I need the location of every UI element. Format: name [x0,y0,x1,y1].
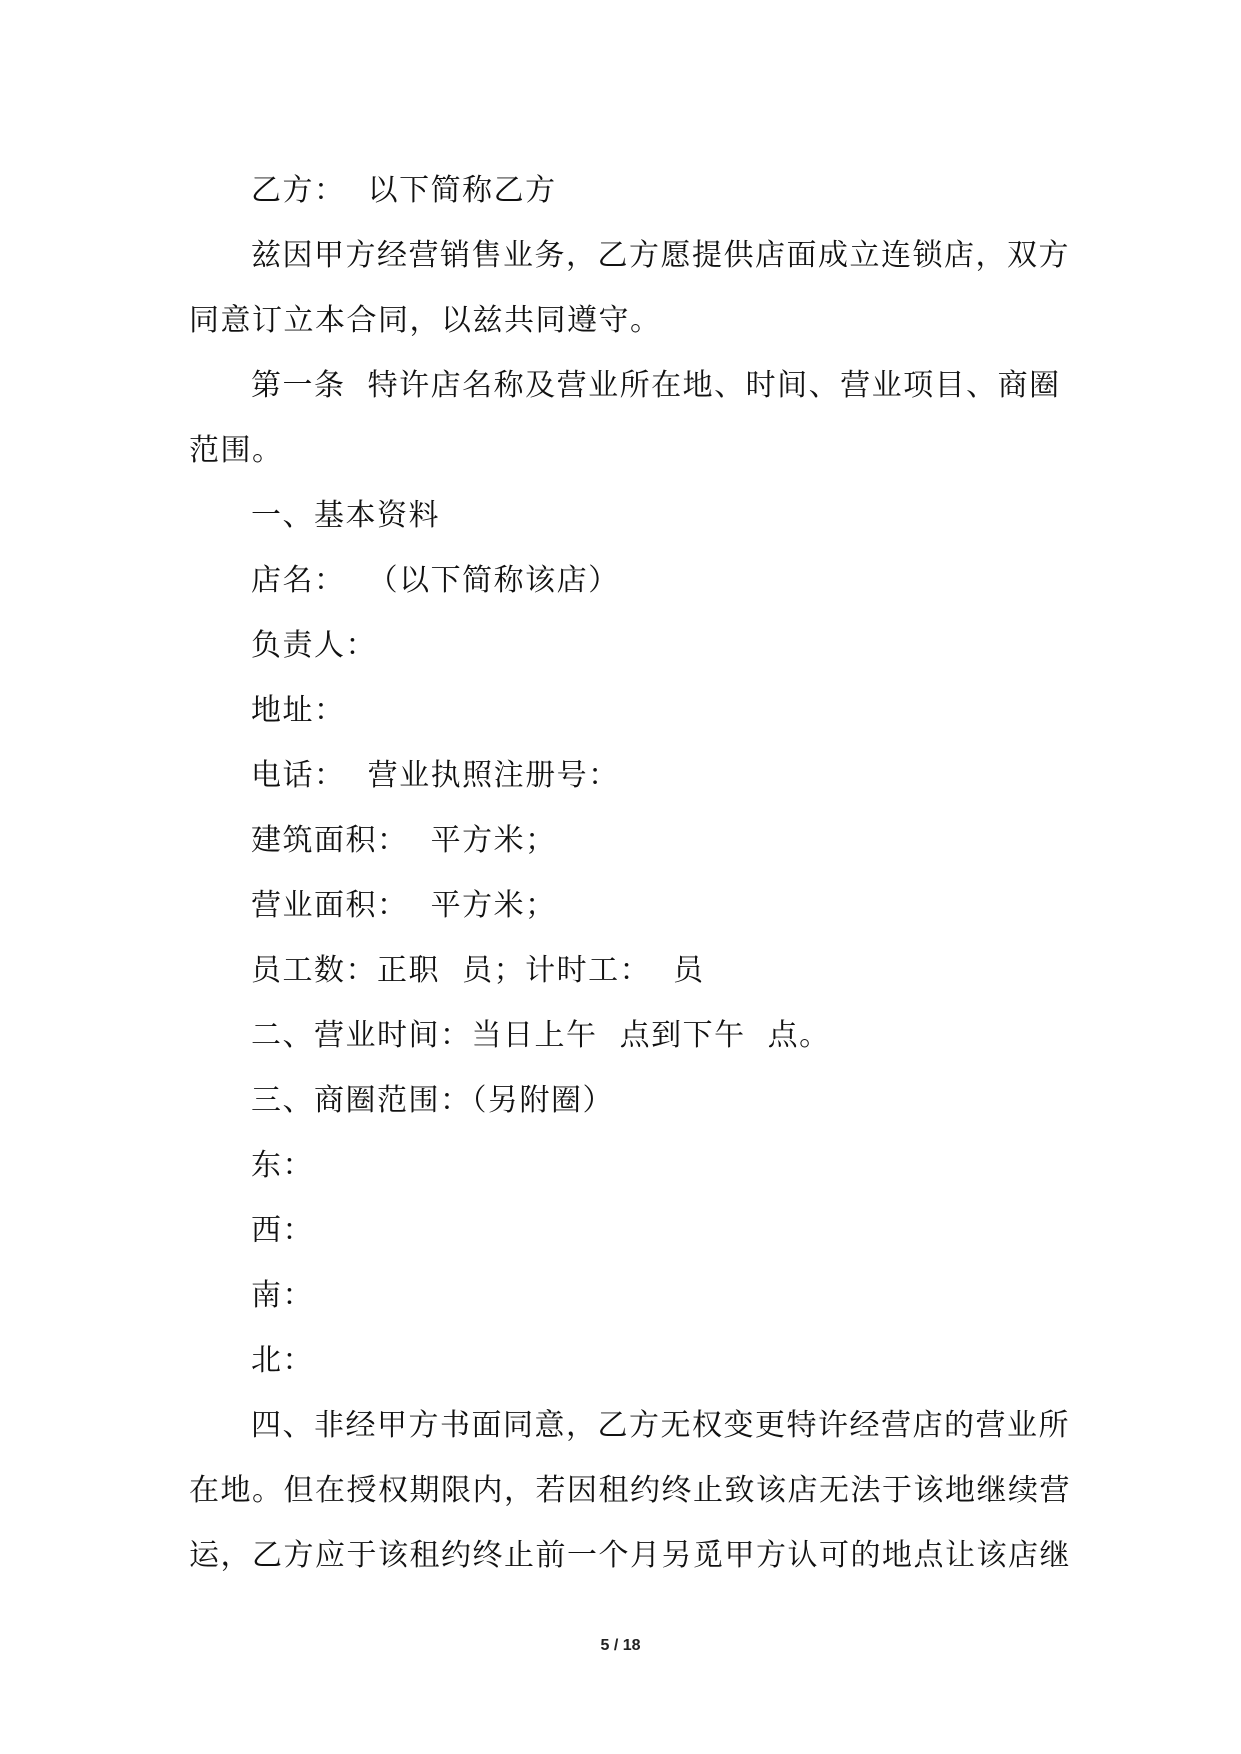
building-area-field: 建筑面积： 平方米； [251,823,557,858]
article-heading-line: 第一条 特许店名称及营业所在地、时间、营业项目、商圈 [251,368,1061,403]
trade-area-heading: 三、商圈范围：（另附圈） [251,1083,614,1118]
staff-count-field: 员工数：正职 员；计时工： 员 [251,953,705,988]
east-field: 东： [251,1148,314,1183]
document-body [189,158,1071,1588]
address-field: 地址： [251,693,346,728]
article-heading-line: 范围。 [189,433,284,468]
business-hours-line: 二、营业时间：当日上午 点到下午 点。 [251,1018,831,1053]
paragraph-line: 四、非经甲方书面同意，乙方无权变更特许经营店的营业所 [251,1408,1070,1443]
paragraph-line: 兹因甲方经营销售业务，乙方愿提供店面成立连锁店，双方 [251,238,1070,273]
section-heading: 一、基本资料 [251,498,440,533]
store-name-field: 店名： （以下简称该店） [251,563,620,598]
south-field: 南： [251,1278,314,1313]
west-field: 西： [251,1213,314,1248]
paragraph-line: 同意订立本合同，以兹共同遵守。 [189,303,662,338]
party-b-line: 乙方： 以下简称乙方 [251,173,557,208]
person-in-charge-field: 负责人： [251,628,377,663]
page-number: 5 / 18 [600,1637,641,1654]
phone-license-field: 电话： 营业执照注册号： [251,758,620,793]
paragraph-line: 运，乙方应于该租约终止前一个月另觅甲方认可的地点让该店继 [189,1538,1071,1573]
paragraph-line: 在地。但在授权期限内，若因租约终止致该店无法于该地继续营 [189,1473,1071,1508]
business-area-field: 营业面积： 平方米； [251,888,557,923]
north-field: 北： [251,1343,314,1378]
